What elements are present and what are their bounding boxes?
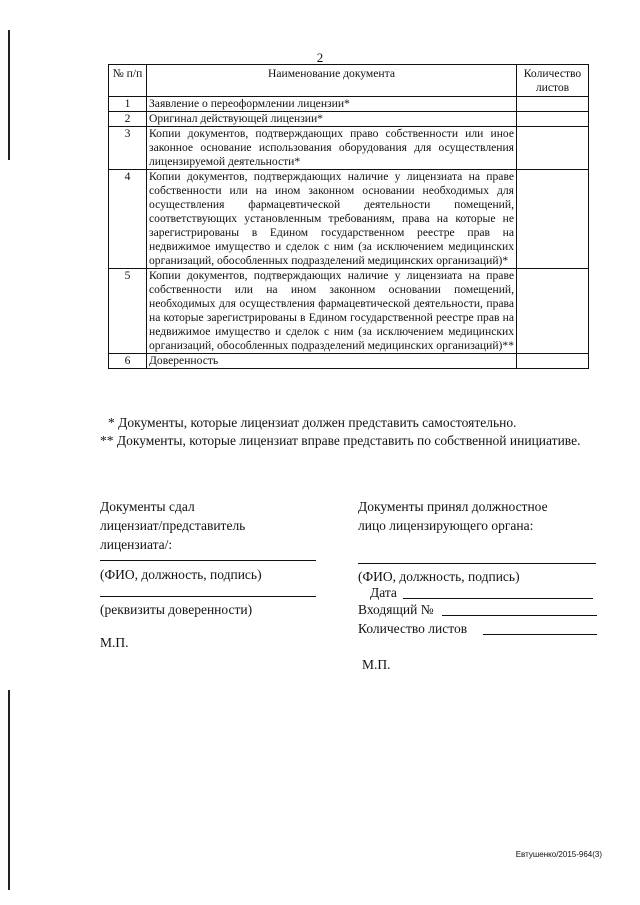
incoming-number-label: Входящий № <box>358 602 434 617</box>
table-row <box>109 127 589 170</box>
receiver-line-2: лицо лицензирующего органа: <box>358 518 534 533</box>
row-name: Оригинал действующей лицензии* <box>147 112 517 127</box>
table-row <box>109 269 589 354</box>
header-count: Количество листов <box>517 65 589 97</box>
sheet-count-label: Количество листов <box>358 621 468 636</box>
row-num: 5 <box>109 269 147 354</box>
row-name: Копии документов, подтверждающих наличие у лицензиата на праве собственности или на ином законном основании необходимых для осуществления фармацевтической деятельности помещений, соответствующих установленным требованиям, права на которые не зарегистрированы в Едином государственном реестре прав на недвижимое имущество и сделок с ним (за исключением медицинских организаций, обособленных подразделений медицинских организаций)* <box>147 170 517 269</box>
table-row <box>109 354 589 369</box>
date-line <box>403 598 593 599</box>
submitter-line-3: лицензиата/: <box>100 537 173 552</box>
submitter-signature-line <box>100 560 316 561</box>
scan-edge-mark-bottom <box>8 690 10 890</box>
receiver-signature-line <box>358 563 596 564</box>
row-num: 4 <box>109 170 147 269</box>
row-num: 6 <box>109 354 147 369</box>
row-count <box>517 269 589 354</box>
table-row <box>109 112 589 127</box>
proxy-details-caption: (реквизиты доверенности) <box>100 602 253 617</box>
row-num: 1 <box>109 97 147 112</box>
date-label: Дата <box>370 585 397 600</box>
receiver-line-1: Документы принял должностное <box>358 499 548 514</box>
row-count <box>517 354 589 369</box>
row-num: 2 <box>109 112 147 127</box>
submitter-stamp: М.П. <box>100 635 129 650</box>
submitter-line-1: Документы сдал <box>100 499 195 514</box>
footnote-optional: ** Документы, которые лицензиат вправе представить по собственной инициативе. <box>100 433 581 448</box>
receiver-fio-caption: (ФИО, должность, подпись) <box>358 569 520 584</box>
incoming-number-line <box>442 615 597 616</box>
footnote-required: * Документы, которые лицензиат должен представить самостоятельно. <box>108 415 517 430</box>
header-name: Наименование документа <box>147 65 517 97</box>
page-number: 2 <box>316 50 324 65</box>
row-name: Доверенность <box>147 354 517 369</box>
submitter-line-2: лицензиат/представитель <box>100 518 246 533</box>
row-count <box>517 170 589 269</box>
row-count <box>517 112 589 127</box>
row-num: 3 <box>109 127 147 170</box>
row-name: Копии документов, подтверждающих право собственности или иное законное основание использования оборудования для осуществления лицензируемой деятельности* <box>147 127 517 170</box>
submitter-fio-caption: (ФИО, должность, подпись) <box>100 567 262 582</box>
row-name: Заявление о переоформлении лицензии* <box>147 97 517 112</box>
table-row <box>109 97 589 112</box>
row-name: Копии документов, подтверждающих наличие у лицензиата на праве собственности или на ином законном основании помещений, необходимых для осуществления фармацевтической деятельности, права на которые зарегистрированы в Едином государственной реестре прав на недвижимое имущество и сделок с ним (за исключением медицинских организаций, обособленных подразделений медицинских организаций)** <box>147 269 517 354</box>
table-header-row <box>109 65 589 97</box>
documents-table <box>108 64 589 369</box>
row-count <box>517 97 589 112</box>
table-row <box>109 170 589 269</box>
header-num: № п/п <box>109 65 147 97</box>
document-code: Евтушенко/2015-964(3) <box>515 850 602 859</box>
proxy-details-line <box>100 596 316 597</box>
row-count <box>517 127 589 170</box>
sheet-count-line <box>483 634 597 635</box>
receiver-stamp: М.П. <box>362 657 391 672</box>
